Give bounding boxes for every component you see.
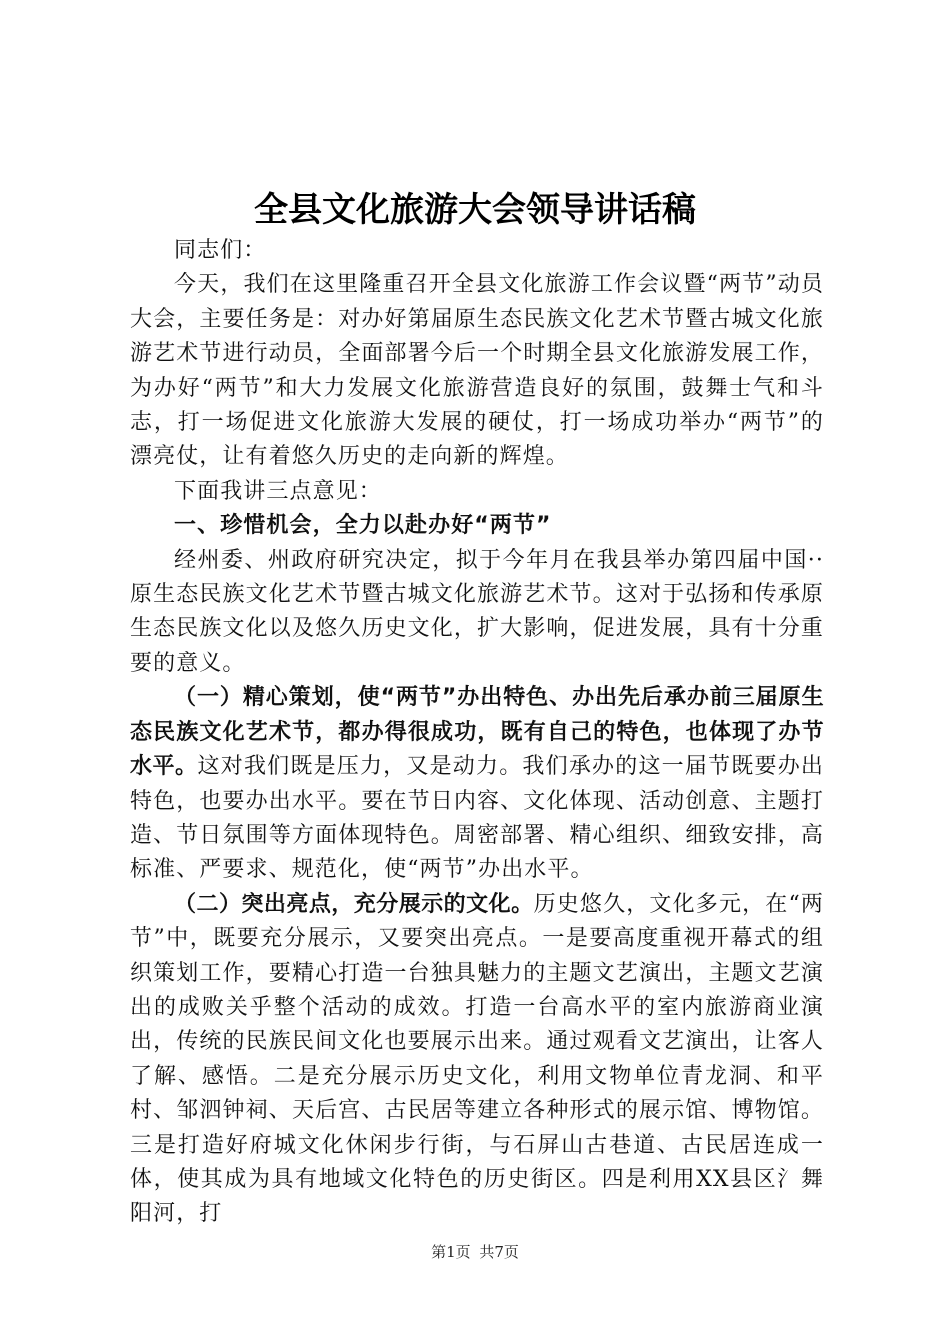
subsection-2-heading: （二）突出亮点，充分展示的文化。 xyxy=(174,891,534,917)
page-number: 第1页 xyxy=(431,1243,471,1261)
page-total: 共7页 xyxy=(479,1243,519,1261)
page-footer xyxy=(0,1242,950,1262)
section-heading-1: 一、珍惜机会，全力以赴办好“两节” xyxy=(174,513,552,539)
salutation: 同志们： xyxy=(174,238,267,263)
paragraph-outline: 下面我讲三点意见： xyxy=(174,478,382,504)
paragraph-section1: 经州委、州政府研究决定，拟于今年月在我县举办第四届中国··原生态民族文化艺术节暨古城文化旅游艺术节。这对于弘扬和传承原生态民族文化以及悠久历史文化，扩大影响，促进发展，具有十分重要的意义。 xyxy=(130,547,824,676)
subsection-1-text: 这对我们既是压力，又是动力。我们承办的这一届节既要办出特色，也要办出水平。要在节日内容、文化体现、活动创意、主题打造、节日氛围等方面体现特色。周密部署、精心组织、细致安排，高标准、严要求、规范化，使“两节”办出水平。 xyxy=(130,754,825,883)
document-body xyxy=(130,234,824,1232)
paragraph-subsection-1 xyxy=(130,681,824,887)
paragraph-subsection-2 xyxy=(130,888,824,1232)
paragraph-intro: 今天，我们在这里隆重召开全县文化旅游工作会议暨“两节”动员大会，主要任务是：对办好第届原生态民族文化艺术节暨古城文化旅游艺术节进行动员，全面部署今后一个时期全县文化旅游发展工作，为办好“两节”和大力发展文化旅游营造良好的氛围，鼓舞士气和斗志，打一场促进文化旅游大发展的硬仗，打一场成功举办“两节”的漂亮仗，让有着悠久历史的走向新的辉煌。 xyxy=(130,272,824,470)
subsection-1-heading: （一）精心策划，使“两节”办出特色、办出先后承办前三届原生态民族文化艺术节，都办得很成功，既有自己的特色，也体现了办节水平。 xyxy=(130,685,824,780)
document-title: 全县文化旅游大会领导讲话稿 xyxy=(254,190,696,230)
subsection-2-text: 历史悠久，文化多元，在“两节”中，既要充分展示，又要突出亮点。一是要高度重视开幕式的组织策划工作，要精心打造一台独具魅力的主题文艺演出，主题文艺演出的成败关乎整个活动的成效。打造一台高水平的室内旅游商业演出，传统的民族民间文化也要展示出来。通过观看文艺演出，让客人了解、感悟。二是充分展示历史文化，利用文物单位青龙洞、和平村、邹泗钟祠、天后宫、古民居等建立各种形式的展示馆、博物馆。三是打造好府城文化休闲步行街，与石屏山古巷道、古民居连成一体，使其成为具有地域文化特色的历史街区。四是利用XX县区氵舞阳河，打 xyxy=(130,891,824,1227)
